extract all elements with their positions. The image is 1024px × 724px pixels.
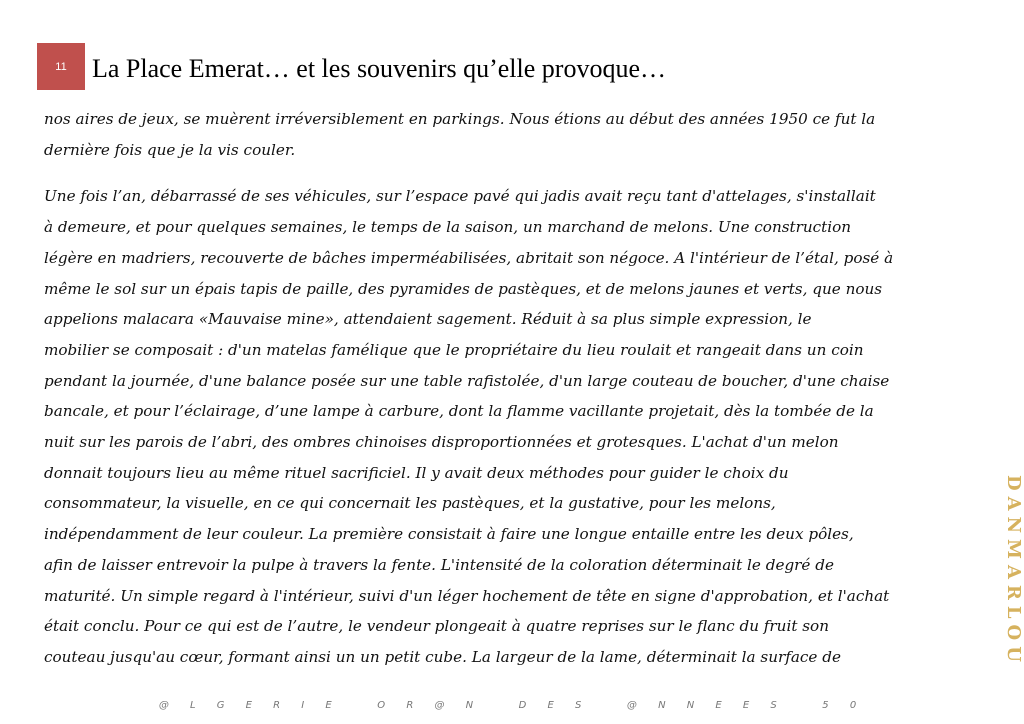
text-line: mobilier se composait : d'un matelas famélique que le propriétaire du lieu roulait et rangeait dans un coin [44, 340, 864, 359]
text-line: afin de laisser entrevoir la pulpe à travers la fente. L'intensité de la coloration déterminait le degré de [44, 555, 834, 574]
page-title: La Place Emerat… et les souvenirs qu’elle provoque… [92, 54, 666, 83]
text-line: légère en madriers, recouverte de bâches imperméabilisées, abritait son négoce. A l'intérieur de l’étal, posé à [44, 248, 894, 267]
text-line: maturité. Un simple regard à l'intérieur, suivi d'un léger hochement de tête en signe d'approbation, et l'achat [44, 586, 890, 605]
text-line: était conclu. Pour ce qui est de l’autre, le vendeur plongeait à quatre reprises sur le flanc du fruit son [44, 617, 829, 636]
paragraph [44, 181, 994, 672]
text-line: indépendamment de leur couleur. La première consistait à faire une longue entaille entre les deux pôles, [44, 525, 854, 544]
paragraph [44, 104, 994, 165]
text-line: Une fois l’an, débarrassé de ses véhicules, sur l’espace pavé qui jadis avait reçu tant d'attelages, s'installait [44, 187, 876, 206]
text-line: pendant la journée, d'une balance posée sur une table rafistolée, d'un large couteau de boucher, d'une chaise [44, 371, 890, 390]
text-line: même le sol sur un épais tapis de paille, des pyramides de pastèques, et de melons jaunes et verts, que nous [44, 279, 883, 298]
text-line: donnait toujours lieu au même rituel sacrificiel. Il y avait deux méthodes pour guider le choix du [44, 463, 789, 482]
text-line: appelions malacara «Mauvaise mine», attendaient sagement. Réduit à sa plus simple expression, le [44, 310, 812, 329]
text-line: consommateur, la visuelle, en ce qui concernait les pastèques, et la gustative, pour les melons, [44, 494, 776, 513]
text-line: nos aires de jeux, se muèrent irréversiblement en parkings. Nous étions au début des années 1950 ce fut la [44, 110, 876, 128]
article-body [44, 104, 994, 673]
text-line: dernière fois que je la vis couler. [44, 140, 296, 159]
text-line: bancale, et pour l’éclairage, d’une lampe à carbure, dont la flamme vacillante projetait, dès la tombée de la [44, 402, 874, 421]
text-line: nuit sur les parois de l’abri, des ombres chinoises disproportionnées et grotesques. L'achat d'un melon [44, 433, 839, 452]
side-brand-logo: DANMARLOU [1003, 475, 1024, 668]
page-number-badge [37, 43, 85, 90]
text-line: à demeure, et pour quelques semaines, le temps de la saison, un marchand de melons. Une construction [44, 218, 852, 237]
page-footer: @ L G E R I E O R @ N D E S @ N N E E S 5 0 [158, 700, 866, 711]
page-number: 11 [55, 60, 67, 73]
text-line: couteau jusqu'au cœur, formant ainsi un un petit cube. La largeur de la lame, déterminait la surface de [44, 647, 841, 666]
